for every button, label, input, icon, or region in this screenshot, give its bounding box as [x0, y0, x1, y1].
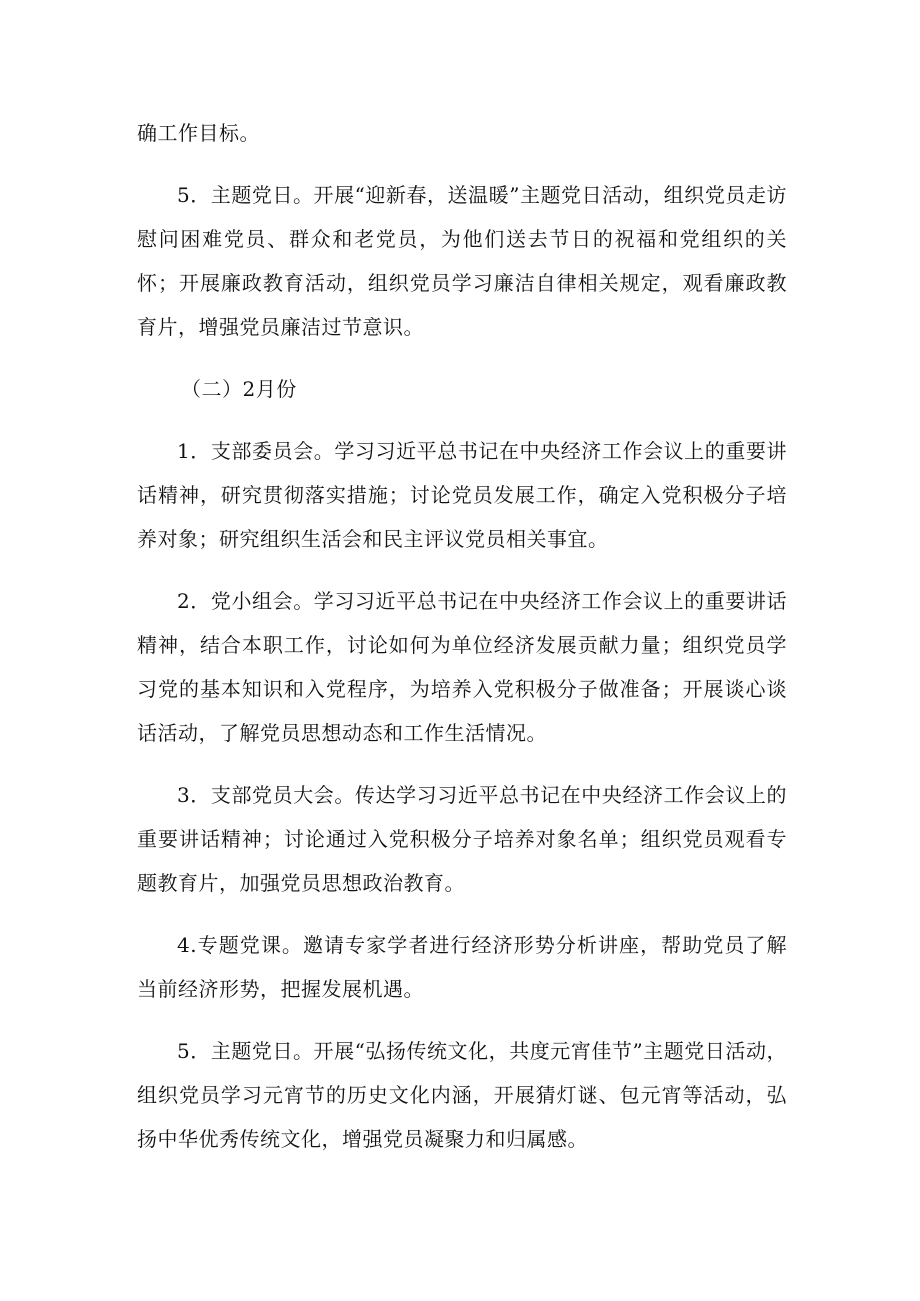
section-heading-february: （二）2月份: [181, 377, 297, 401]
document-body: [137, 111, 787, 1179]
paragraph-item-feb-3: 3．支部党员大会。传达学习习近平总书记在中央经济工作会议上的重要讲话精神；讨论通过入党积极分子培养对象名单；组织党员观看专题教育片，加强党员思想政治教育。: [137, 783, 787, 895]
paragraph-item-feb-4: 4.专题党课。邀请专家学者进行经济形势分析讲座，帮助党员了解当前经济形势，把握发展机遇。: [137, 933, 787, 1001]
paragraph-continuation: 确工作目标。: [137, 121, 260, 145]
paragraph-item-feb-2: 2．党小组会。学习习近平总书记在中央经济工作会议上的重要讲话精神，结合本职工作，讨论如何为单位经济发展贡献力量；组织党员学习党的基本知识和入党程序，为培养入党积极分子做准备；开展谈心谈话活动，了解党员思想动态和工作生活情况。: [137, 589, 787, 745]
paragraph-item-feb-5: 5．主题党日。开展“弘扬传统文化，共度元宵佳节”主题党日活动，组织党员学习元宵节的历史文化内涵，开展猜灯谜、包元宵等活动，弘扬中华优秀传统文化，增强党员凝聚力和归属感。: [137, 1039, 787, 1151]
paragraph-item-feb-1: 1．支部委员会。学习习近平总书记在中央经济工作会议上的重要讲话精神，研究贯彻落实措施；讨论党员发展工作，确定入党积极分子培养对象；研究组织生活会和民主评议党员相关事宜。: [137, 439, 787, 551]
paragraph-item-jan-5: 5．主题党日。开展“迎新春，送温暖”主题党日活动，组织党员走访慰问困难党员、群众和老党员，为他们送去节日的祝福和党组织的关怀；开展廉政教育活动，组织党员学习廉洁自律相关规定，观看廉政教育片，增强党员廉洁过节意识。: [137, 183, 787, 339]
